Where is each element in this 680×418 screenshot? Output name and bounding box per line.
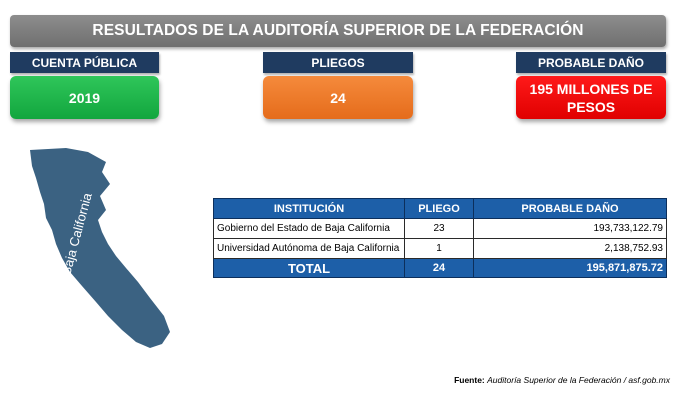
cuenta-publica-label: CUENTA PÚBLICA — [10, 52, 159, 73]
header-pliego: PLIEGO — [405, 199, 474, 219]
row-pliego: 1 — [405, 239, 474, 259]
total-dano: 195,871,875.72 — [474, 259, 667, 278]
probable-dano-line1: 195 MILLONES DE — [529, 80, 653, 97]
source-note — [454, 375, 670, 385]
table-header-row — [214, 199, 667, 219]
total-pliego: 24 — [405, 259, 474, 278]
probable-dano-label: PROBABLE DAÑO — [516, 52, 666, 73]
pliegos-value: 24 — [263, 76, 413, 119]
row-dano: 193,733,122.79 — [474, 219, 667, 239]
source-label: Fuente: — [454, 375, 485, 385]
source-text: Auditoría Superior de la Federación / asf.gob.mx — [487, 375, 670, 385]
header-probable-dano: PROBABLE DAÑO — [474, 199, 667, 219]
cuenta-publica-value: 2019 — [10, 76, 159, 119]
row-dano: 2,138,752.93 — [474, 239, 667, 259]
baja-california-shape — [30, 148, 170, 348]
table-row — [214, 219, 667, 239]
header-institucion: INSTITUCIÓN — [214, 199, 405, 219]
probable-dano-line2: PESOS — [566, 98, 616, 115]
page-title: RESULTADOS DE LA AUDITORÍA SUPERIOR DE LA FEDERACIÓN — [10, 15, 666, 47]
row-institucion: Gobierno del Estado de Baja California — [214, 219, 405, 239]
pliegos-label: PLIEGOS — [263, 52, 413, 73]
probable-dano-value — [516, 76, 666, 119]
table-total-row — [214, 259, 667, 278]
total-label: TOTAL — [214, 259, 405, 278]
map-label: Baja California — [58, 191, 95, 277]
row-institucion: Universidad Autónoma de Baja California — [214, 239, 405, 259]
table-row — [214, 239, 667, 259]
row-pliego: 23 — [405, 219, 474, 239]
results-table — [213, 198, 667, 278]
baja-california-map — [26, 148, 176, 358]
